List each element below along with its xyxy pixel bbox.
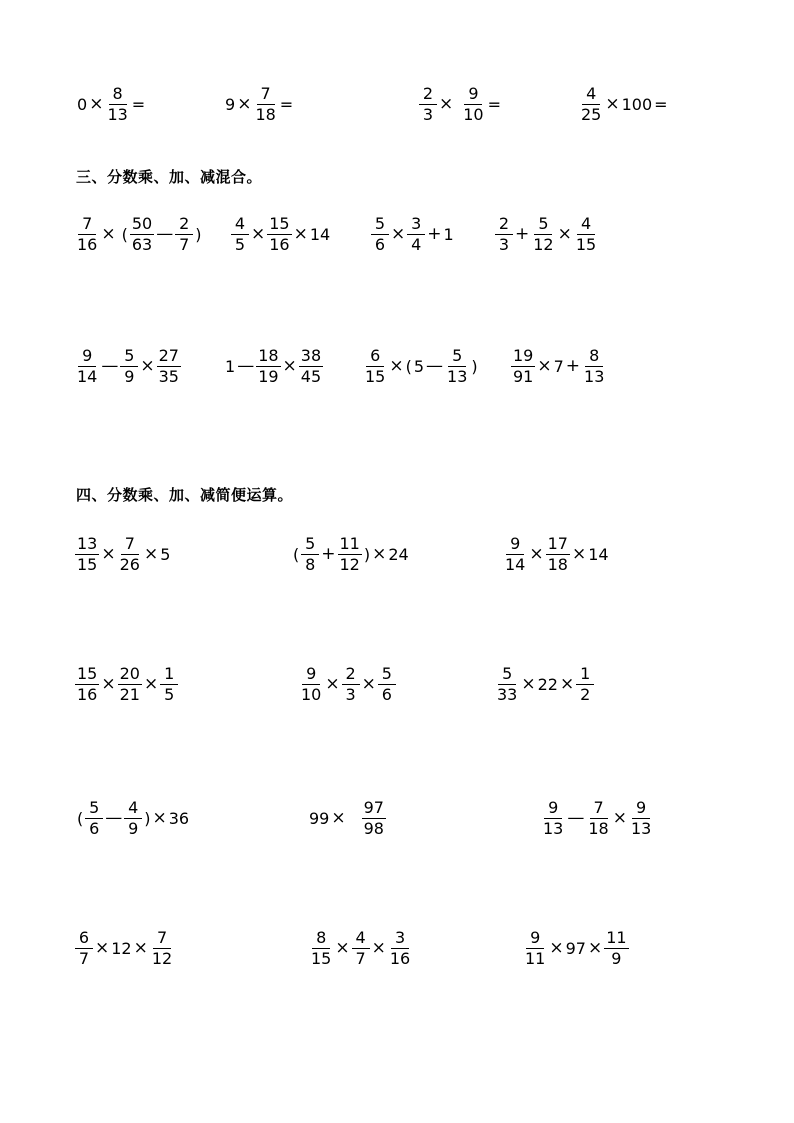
denominator: 63 xyxy=(131,235,153,254)
denominator: 5 xyxy=(164,685,175,704)
denominator: 2 xyxy=(580,685,591,704)
numerator: 5 xyxy=(378,666,396,685)
fraction xyxy=(118,536,142,573)
fraction xyxy=(299,666,323,703)
numerator: 38 xyxy=(300,346,322,365)
fraction xyxy=(231,216,249,253)
multiply-sign: × xyxy=(371,938,386,958)
multiply-sign: × xyxy=(335,938,350,958)
numerator: 8 xyxy=(585,348,603,367)
numerator: 9 xyxy=(526,930,544,949)
integer: 5 xyxy=(413,356,425,376)
fraction xyxy=(157,348,181,385)
numerator: 5 xyxy=(498,666,516,685)
numerator: 9 xyxy=(506,536,524,555)
denominator: 18 xyxy=(255,105,276,124)
denominator: 15 xyxy=(575,235,597,254)
denominator: 7 xyxy=(179,235,190,254)
fraction xyxy=(576,666,594,703)
fraction xyxy=(503,536,527,573)
exercise-4-3-3 xyxy=(540,800,654,837)
fraction xyxy=(299,348,323,385)
equals-sign: = xyxy=(131,94,146,114)
left-paren: ( xyxy=(121,224,128,244)
plus-sign: + xyxy=(427,224,442,244)
numerator: 4 xyxy=(582,86,600,105)
integer: 24 xyxy=(388,544,409,564)
multiply-sign: × xyxy=(605,94,620,114)
denominator: 98 xyxy=(363,819,384,838)
fraction xyxy=(495,216,513,253)
numerator: 17 xyxy=(547,534,568,553)
denominator: 12 xyxy=(533,235,554,254)
fraction xyxy=(124,800,142,837)
denominator: 13 xyxy=(584,367,605,386)
equals-sign: = xyxy=(279,94,294,114)
integer: 100 xyxy=(621,94,653,114)
denominator: 16 xyxy=(77,235,98,254)
left-paren: ( xyxy=(405,356,412,376)
fraction xyxy=(175,216,193,253)
numerator: 7 xyxy=(257,86,275,105)
numerator: 9 xyxy=(464,86,482,105)
denominator: 15 xyxy=(77,555,98,574)
exercise-4-1-3 xyxy=(502,536,610,573)
multiply-sign: × xyxy=(559,674,575,694)
numerator: 15 xyxy=(77,664,98,683)
fraction xyxy=(574,216,598,253)
denominator: 4 xyxy=(411,235,422,254)
numerator: 7 xyxy=(121,536,139,555)
numerator: 1 xyxy=(160,666,178,685)
denominator: 33 xyxy=(497,685,518,704)
multiply-sign: × xyxy=(140,356,155,376)
denominator: 3 xyxy=(498,235,510,254)
numerator: 8 xyxy=(312,930,330,949)
multiply-sign: × xyxy=(537,356,552,376)
fraction xyxy=(495,666,519,703)
integer: 14 xyxy=(588,544,609,564)
integer: 14 xyxy=(309,224,331,244)
fraction xyxy=(338,536,362,573)
denominator: 19 xyxy=(258,367,279,386)
exercise-3-2-1 xyxy=(74,348,182,385)
fraction xyxy=(582,348,606,385)
numerator: 1 xyxy=(576,666,594,685)
exercise-0-4 xyxy=(578,86,669,123)
equals-sign: = xyxy=(487,94,502,114)
fraction xyxy=(461,86,485,123)
minus-sign: — xyxy=(426,356,444,376)
exercise-4-4-1 xyxy=(74,930,175,967)
fraction xyxy=(546,536,570,573)
exercise-4-1-2 xyxy=(292,536,410,573)
multiply-sign: × xyxy=(372,544,387,564)
denominator: 6 xyxy=(374,235,386,254)
exercise-3-2-2 xyxy=(224,348,324,385)
numerator: 19 xyxy=(513,346,534,365)
exercise-3-1-1 xyxy=(74,216,202,253)
denominator: 26 xyxy=(119,555,140,574)
denominator: 12 xyxy=(339,555,360,574)
fraction xyxy=(75,216,99,253)
denominator: 21 xyxy=(119,685,140,704)
numerator: 5 xyxy=(448,348,466,367)
fraction xyxy=(388,930,412,967)
integer: 0 xyxy=(77,94,88,114)
fraction xyxy=(85,800,103,837)
denominator: 9 xyxy=(124,367,135,386)
multiply-sign: × xyxy=(439,94,454,114)
plus-sign: + xyxy=(321,544,336,564)
plus-sign: + xyxy=(565,356,581,376)
fraction xyxy=(541,800,565,837)
numerator: 9 xyxy=(632,800,650,819)
fraction xyxy=(75,930,93,967)
denominator: 35 xyxy=(158,367,179,386)
multiply-sign: × xyxy=(282,356,297,376)
denominator: 3 xyxy=(422,105,434,124)
fraction xyxy=(160,666,178,703)
multiply-sign: × xyxy=(391,224,406,244)
exercise-3-1-2 xyxy=(230,216,331,253)
plus-sign: + xyxy=(515,224,530,244)
denominator: 3 xyxy=(345,685,356,704)
numerator: 4 xyxy=(124,800,142,819)
numerator: 7 xyxy=(590,800,608,819)
denominator: 9 xyxy=(128,819,139,838)
numerator: 2 xyxy=(342,666,360,685)
right-paren: ) xyxy=(471,356,478,376)
numerator: 11 xyxy=(606,928,627,947)
multiply-sign: × xyxy=(571,544,587,564)
fraction xyxy=(150,930,174,967)
numerator: 5 xyxy=(85,800,103,819)
denominator: 11 xyxy=(525,949,546,968)
denominator: 13 xyxy=(630,819,652,838)
integer: 12 xyxy=(111,938,132,958)
exercise-0-3 xyxy=(418,86,502,123)
section-four-title: 四、分数乘、加、减简便运算。 xyxy=(76,486,294,504)
fraction xyxy=(105,86,129,123)
multiply-sign: × xyxy=(133,938,148,958)
numerator: 2 xyxy=(495,216,513,235)
exercise-3-2-4 xyxy=(510,348,607,385)
exercise-0-1 xyxy=(76,86,146,123)
numerator: 6 xyxy=(366,348,384,367)
fraction xyxy=(253,86,277,123)
multiply-sign: × xyxy=(143,544,159,564)
fraction xyxy=(629,800,653,837)
exercise-3-1-3 xyxy=(370,216,455,253)
denominator: 91 xyxy=(513,367,534,386)
multiply-sign: × xyxy=(331,808,346,828)
fraction xyxy=(371,216,389,253)
exercise-4-2-1 xyxy=(74,666,179,703)
right-paren: ) xyxy=(195,224,202,244)
denominator: 7 xyxy=(355,949,366,968)
denominator: 9 xyxy=(611,949,622,968)
minus-sign: — xyxy=(156,224,174,244)
numerator: 6 xyxy=(75,930,93,949)
section-three-title: 三、分数乘、加、减混合。 xyxy=(76,168,263,186)
numerator: 4 xyxy=(577,216,595,235)
numerator: 5 xyxy=(120,348,138,367)
fraction xyxy=(352,930,370,967)
right-paren: ) xyxy=(363,544,371,564)
multiply-sign: × xyxy=(293,224,308,244)
denominator: 13 xyxy=(107,105,128,124)
multiply-sign: × xyxy=(237,94,252,114)
denominator: 6 xyxy=(89,819,100,838)
multiply-sign: × xyxy=(101,224,116,244)
integer: 7 xyxy=(553,356,564,376)
numerator: 5 xyxy=(301,536,319,555)
numerator: 5 xyxy=(371,216,389,235)
denominator: 18 xyxy=(588,819,609,838)
denominator: 15 xyxy=(365,367,386,386)
numerator: 4 xyxy=(231,216,249,235)
exercise-0-2 xyxy=(224,86,294,123)
fraction xyxy=(256,348,280,385)
fraction xyxy=(523,930,547,967)
multiply-sign: × xyxy=(557,224,572,244)
multiply-sign: × xyxy=(529,544,544,564)
exercise-4-2-2 xyxy=(298,666,397,703)
denominator: 25 xyxy=(581,105,602,124)
integer: 22 xyxy=(537,674,558,694)
integer: 5 xyxy=(160,544,171,564)
multiply-sign: × xyxy=(612,808,627,828)
fraction xyxy=(419,86,437,123)
numerator: 50 xyxy=(131,214,153,233)
denominator: 16 xyxy=(269,235,290,254)
denominator: 7 xyxy=(78,949,90,968)
minus-sign: — xyxy=(237,356,255,376)
numerator: 18 xyxy=(258,346,279,365)
numerator: 13 xyxy=(77,534,98,553)
denominator: 13 xyxy=(543,819,564,838)
integer: 99 xyxy=(309,808,330,828)
exercise-4-2-3 xyxy=(494,666,595,703)
right-paren: ) xyxy=(144,808,151,828)
numerator: 5 xyxy=(534,216,552,235)
multiply-sign: × xyxy=(251,224,266,244)
numerator: 20 xyxy=(119,664,140,683)
numerator: 3 xyxy=(407,216,425,235)
fraction xyxy=(75,348,99,385)
multiply-sign: × xyxy=(325,674,340,694)
exercise-4-3-1 xyxy=(76,800,190,837)
numerator: 9 xyxy=(302,666,320,685)
fraction xyxy=(407,216,425,253)
integer: 1 xyxy=(225,356,236,376)
fraction xyxy=(342,666,360,703)
fraction xyxy=(118,666,142,703)
numerator: 2 xyxy=(419,86,437,105)
denominator: 12 xyxy=(151,949,173,968)
fraction xyxy=(378,666,396,703)
exercise-4-3-2 xyxy=(308,800,387,837)
multiply-sign: × xyxy=(101,544,116,564)
numerator: 7 xyxy=(153,930,171,949)
numerator: 27 xyxy=(158,346,179,365)
multiply-sign: × xyxy=(101,674,116,694)
exercise-4-1-1 xyxy=(74,536,171,573)
fraction xyxy=(511,348,535,385)
numerator: 97 xyxy=(363,798,384,817)
numerator: 7 xyxy=(78,216,96,235)
numerator: 2 xyxy=(175,216,193,235)
numerator: 4 xyxy=(352,930,370,949)
denominator: 16 xyxy=(389,949,411,968)
left-paren: ( xyxy=(293,544,300,564)
minus-sign: — xyxy=(567,808,585,828)
integer: 9 xyxy=(225,94,236,114)
exercise-4-4-2 xyxy=(308,930,413,967)
numerator: 8 xyxy=(109,86,127,105)
fraction xyxy=(579,86,603,123)
fraction xyxy=(531,216,555,253)
multiply-sign: × xyxy=(521,674,536,694)
integer: 36 xyxy=(168,808,190,828)
multiply-sign: × xyxy=(549,938,564,958)
denominator: 15 xyxy=(311,949,332,968)
minus-sign: — xyxy=(105,808,123,828)
denominator: 45 xyxy=(300,367,322,386)
fraction xyxy=(75,666,99,703)
denominator: 13 xyxy=(447,367,468,386)
numerator: 3 xyxy=(391,930,409,949)
minus-sign: — xyxy=(101,356,119,376)
denominator: 14 xyxy=(505,555,526,574)
exercise-4-4-3 xyxy=(522,930,630,967)
numerator: 11 xyxy=(339,534,360,553)
denominator: 18 xyxy=(547,555,568,574)
fraction xyxy=(586,800,610,837)
multiply-sign: × xyxy=(389,356,404,376)
equals-sign: = xyxy=(654,94,668,114)
fraction xyxy=(130,216,154,253)
multiply-sign: × xyxy=(89,94,104,114)
denominator: 6 xyxy=(381,685,392,704)
multiply-sign: × xyxy=(143,674,159,694)
exercise-3-2-3 xyxy=(362,348,479,385)
denominator: 5 xyxy=(234,235,246,254)
exercise-3-1-4 xyxy=(494,216,599,253)
left-paren: ( xyxy=(77,808,84,828)
denominator: 16 xyxy=(77,685,98,704)
multiply-sign: × xyxy=(152,808,167,828)
fraction xyxy=(604,930,628,967)
fraction xyxy=(309,930,333,967)
fraction xyxy=(75,536,99,573)
denominator: 10 xyxy=(301,685,322,704)
numerator: 15 xyxy=(269,214,290,233)
fraction xyxy=(362,800,386,837)
numerator: 9 xyxy=(78,348,96,367)
fraction xyxy=(120,348,138,385)
fraction xyxy=(445,348,469,385)
multiply-sign: × xyxy=(361,674,376,694)
denominator: 8 xyxy=(305,555,316,574)
integer: 1 xyxy=(443,224,454,244)
numerator: 9 xyxy=(544,800,562,819)
integer: 97 xyxy=(565,938,586,958)
multiply-sign: × xyxy=(587,938,603,958)
fraction xyxy=(267,216,291,253)
multiply-sign: × xyxy=(95,938,110,958)
fraction xyxy=(301,536,319,573)
denominator: 10 xyxy=(463,105,484,124)
fraction xyxy=(363,348,387,385)
denominator: 14 xyxy=(77,367,98,386)
